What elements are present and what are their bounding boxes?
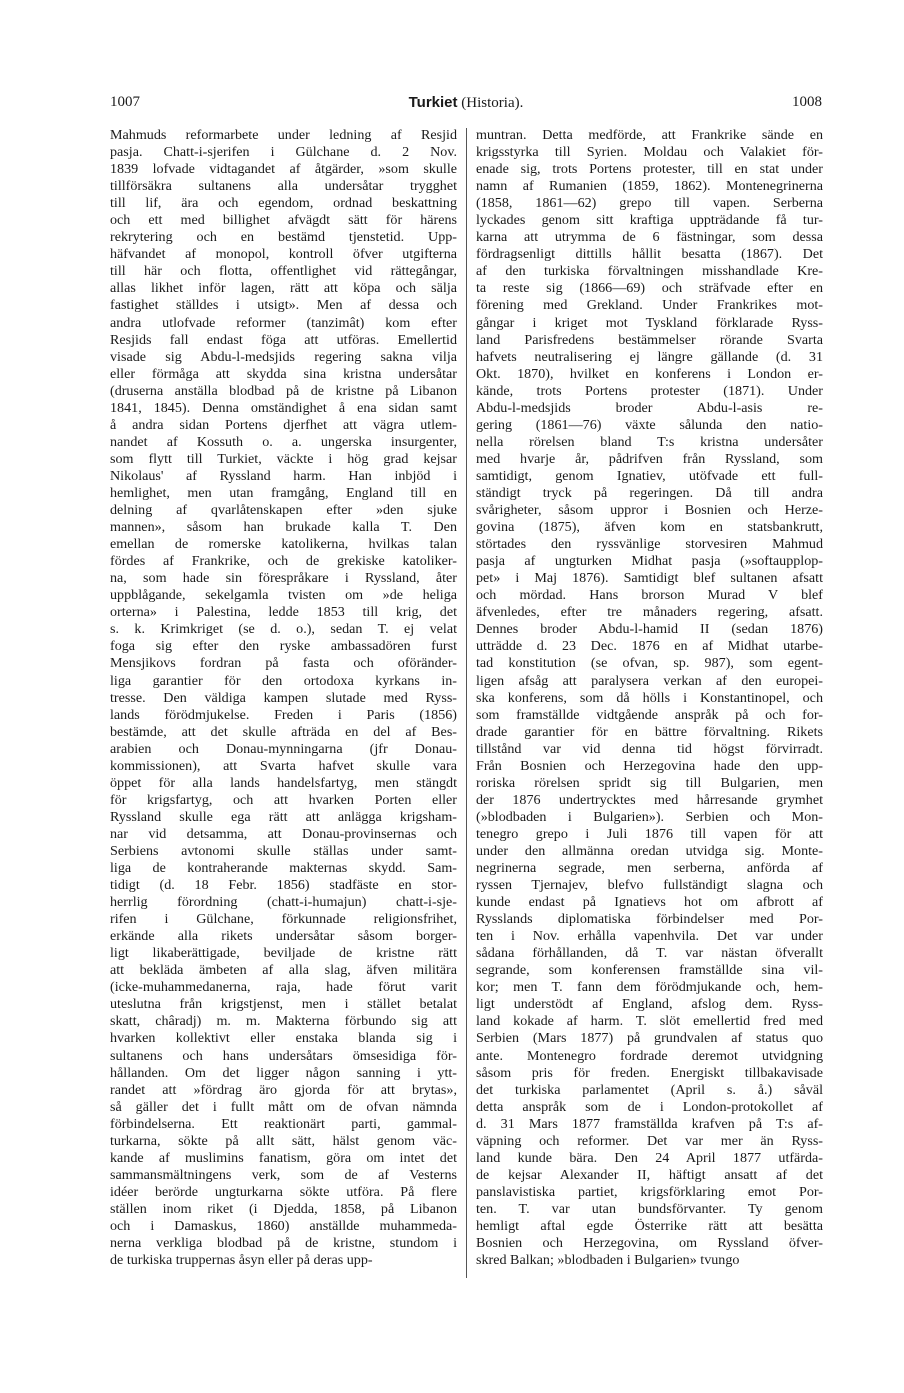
text-line: roriska rörelsen spridt sig till Bulgarien, men [476,774,823,791]
text-line: rifen i Gülchane, förkunnade religionsfrihet, [110,911,457,928]
text-line: foga sig efter den ryske ambassadören furst [110,638,457,655]
text-line: som framställde vidtgående anspråk på och for- [476,706,823,723]
text-line: uteslutna från krigstjenst, men i stället betalat [110,996,457,1013]
text-line: under den allmänna oredan utvidga sig. Monte- [476,842,823,859]
text-line: som flytt till Turkiet, väckte i hög grad kejsar [110,450,457,467]
text-line: Abdu-l-medsjids broder Abdu-l-asis re- [476,399,823,416]
text-line: sådana förhållanden, då T. var nästan öfverallt [476,945,823,962]
text-line: hvarken kollektivt eller enstaka blanda sig i [110,1030,457,1047]
page-number-left: 1007 [110,94,140,110]
text-line: nandet af Kossuth o. a. ungerska insurgenter, [110,433,457,450]
text-line: enade sig, trots Portens protester, till en stat under [476,161,823,178]
text-line: sultanens och hans undersåtars ömsesidiga för- [110,1047,457,1064]
text-line: emellan de romerske katolikerna, hvilkas talan [110,536,457,553]
text-line: land kunde bära. Den 24 April 1877 utfärda- [476,1149,823,1166]
text-line: gering (1861—76) växte sålunda den natio- [476,416,823,433]
page-header [110,94,822,116]
text-line: ligt understödt af England, afslog dem. Ryss- [476,996,823,1013]
text-line: pasja af ungturken Midhat pasja (»softaupplop- [476,553,823,570]
text-line: hållanden. Om det ligger någon sanning i ytt- [110,1064,457,1081]
running-title-keyword: Turkiet [408,94,458,111]
text-line: Ryssland skulle ega rätt att anlägga krigsham- [110,808,457,825]
text-line: idéer berörde ungturkarna sökte utföra. På flere [110,1183,457,1200]
text-line: kommissionen), att Svarta hafvet skulle vara [110,757,457,774]
text-line: såsom pris för freden. Energiskt tillbakavisade [476,1064,823,1081]
text-line: negrinerna segrade, men serberna, anförda af [476,860,823,877]
text-line: uppblågande, sekelgamla tvisten om »de heliga [110,587,457,604]
text-line: tenegro grepo i Juli 1876 till vapen för att [476,825,823,842]
text-line: lands förödmjukelse. Freden i Paris (1856) [110,706,457,723]
text-line: delning af qvarlåtenskapen efter »den sjuke [110,502,457,519]
text-line: s. k. Krimkriget (se d. o.), sedan T. ej velat [110,621,457,638]
text-line: Från Bosnien och Herzegovina hade den upp- [476,757,823,774]
text-line: bestämde, att det skulle afträda en del af Bes- [110,723,457,740]
text-line: utträdde d. 23 Dec. 1876 en af Midhat utarbe- [476,638,823,655]
text-line: ten. T. var utan bundsförvanter. Ty genom [476,1200,823,1217]
text-line: erkände alla rikets undersåtar såsom borger- [110,928,457,945]
text-line: de turkiska truppernas åsyn eller på deras upp- [110,1252,373,1269]
text-line: Dennes broder Abdu-l-hamid II (sedan 1876) [476,621,823,638]
text-line: ryssen Tjernajev, blefvo fullständigt slagna och [476,877,823,894]
text-line: herrlig förordning (chatt-i-humajun) chatt-i-sje- [110,894,457,911]
text-line: (1858, 1861—62) grepo till vapen. Serberna [476,195,823,212]
text-line: liga garantier för den ortodoxa kyrkans in- [110,672,457,689]
text-line: randet att »fördrag äro gjorda för att brytas», [110,1081,457,1098]
text-line: visade sig Abdu-l-medsjids regering sakna vilja [110,348,457,365]
text-line: (druserna anställa blodbad på de kristne på Libanon [110,382,457,399]
text-line: pasja. Chatt-i-sjerifen i Gülchane d. 2 Nov. [110,144,457,161]
text-line: ten i Nov. erhålla vapenhvila. Det var under [476,928,823,945]
text-line: häfvandet af monopol, kontroll öfver utgifterna [110,246,457,263]
text-line: fastighet ställdes i utsigt». Men af dessa och [110,297,457,314]
text-line: ligt likaberättigade, beviljade de kristne rätt [110,945,457,962]
text-line: hafvets neutralisering ej längre gällande (d. 31 [476,348,823,365]
left-text-column [110,127,457,1269]
text-line: d. 31 Mars 1877 framställda krafven på T:s af- [476,1115,823,1132]
text-line: kunde endast på Ignatievs hot om afbrott af [476,894,823,911]
text-line: tidigt (d. 18 Febr. 1856) stadfäste en stor- [110,877,457,894]
text-line: till här och flotta, offentlighet vid rättegångar, [110,263,457,280]
text-line: 1841, 1845). Denna omständighet å ena sidan samt [110,399,457,416]
text-line: tillförsäkra sultanens alla undersåtar trygghet [110,178,457,195]
text-line: orterna» i Palestina, ledde 1853 till krig, det [110,604,457,621]
text-line: störtades den ryssvänlige storvesiren Mahmud [476,536,823,553]
text-line: svårigheter, såsom uppror i Bosnien och Herze- [476,502,823,519]
column-divider [466,128,467,1278]
text-line: rekrytering och en bestämd tjenstetid. Upp- [110,229,457,246]
running-title [110,94,822,112]
text-line: skred Balkan; »blodbaden i Bulgarien» tvungo [476,1252,740,1269]
text-line: pet» i Maj 1876). Samtidigt blef sultanen afsatt [476,570,823,587]
text-line: (icke-muhammedanerna, raja, hade förut varit [110,979,457,996]
text-line: Rysslands diplomatiska förbindelser med Por- [476,911,823,928]
text-line: karna att utrymma de 6 fästningar, som dessa [476,229,823,246]
text-line: 1839 lofvade vidtagandet af åtgärder, »som skulle [110,161,457,178]
text-line: så gäller det i fullt mått om de ofvan nämnda [110,1098,457,1115]
text-line: liga de kontraherande makternas skydd. Sam- [110,860,457,877]
text-line: nerna verkliga blodbad på de kristne, stundom i [110,1235,457,1252]
text-line: kände, trots Portens protester (1871). Under [476,382,823,399]
text-line: panslavistiska partiet, krigsförklaring emot Por- [476,1183,823,1200]
text-line: hemlighet, men utan framgång, England till en [110,484,457,501]
text-line: å andra sidan Portens djerfhet att vägra utlem- [110,416,457,433]
text-line: de kejsar Alexander II, häftigt ansatt af det [476,1166,823,1183]
text-line: Mensjikovs fordran på fasta och oföränder- [110,655,457,672]
text-line: kande af muslimins fanatism, göra om intet det [110,1149,457,1166]
page-number-right: 1008 [792,94,822,110]
text-line: äfvenledes, efter tre månaders regering, afsatt. [476,604,823,621]
text-line: ställen inom riket (i Djedda, 1858, på Libanon [110,1200,457,1217]
text-line: govina (1875), äfven kom en statsbankrutt, [476,519,823,536]
text-line: fördes af Frankrike, och de grekiske katoliker- [110,553,457,570]
text-line: mannen», såsom han brukade kalla T. Den [110,519,457,536]
text-line: till lif, ära och egendom, ordnad beskattning [110,195,457,212]
text-line: förening med Grekland. Under Frankrikes mot- [476,297,823,314]
running-title-rest: (Historia). [457,95,524,111]
text-line: ska konferens, som då hölls i Konstantinopel, och [476,689,823,706]
text-line: och mördad. Hans brorson Murad V blef [476,587,823,604]
text-line: eller förmåga att skydda sina kristna undersåtar [110,365,457,382]
text-line: detta anspråk som de i London-protokollet af [476,1098,823,1115]
text-line: der 1876 undertrycktes med hårresande grymhet [476,791,823,808]
text-line: turkarna, sökte på allt sätt, hälst genom väc- [110,1132,457,1149]
text-line: krigsstyrka till Syrien. Moldau och Valakiet för- [476,144,823,161]
text-line: väpning och reformer. Det var mer än Ryss- [476,1132,823,1149]
text-line: kor; men T. fann dem förödmjukande och, hem- [476,979,823,996]
text-line: af den turkiska förvaltningen misshandlade Kre- [476,263,823,280]
text-line: nella rörelsen bland T:s kristna undersåter [476,433,823,450]
text-line: segrande, som konferensen framställde sina vil- [476,962,823,979]
text-line: hemligt aftal egde Österrike rätt att besätta [476,1218,823,1234]
text-line: lyckades genom sitt kraftiga uppträdande få tur- [476,212,823,229]
text-line: fördragsenligt dittills hållit besatta (1867). Det [476,246,823,263]
text-line: ta reste sig (1866—69) och sträfvade efter en [476,280,823,297]
text-line: förbindelserna. Ett reaktionärt parti, gammal- [110,1115,457,1132]
text-line: nar vid detsamma, att Donau-provinsernas och [110,825,457,842]
text-line: Resjids fall endast föga att utföras. Emellertid [110,331,457,348]
text-line: arabien och Donau-mynningarna (jfr Donau- [110,740,457,757]
text-line: namn af Rumanien (1859, 1862). Montenegrinerna [476,178,823,195]
text-line: (»blodbaden i Bulgarien»). Serbien och Mon- [476,808,823,825]
text-line: ständigt tryck på regeringen. Då till andra [476,484,823,501]
text-line: Okt. 1870), hvilket en konferens i London er- [476,365,823,382]
text-line: Serbiens avtonomi skulle ställas under samt- [110,842,457,859]
text-line: gångar i kriget mot Tyskland förklarade Ryss- [476,314,823,331]
text-line: sammansmältningens verk, som de af Vesterns [110,1166,457,1183]
text-line: Serbien (Mars 1877) på grundvalen af status quo [476,1030,823,1047]
text-line: skatt, châradj) m. m. Makterna förbundo sig att [110,1013,457,1030]
text-line: tresse. Den väldiga kampen slutade med Ryss- [110,689,457,706]
text-line: Bosnien och Herzegovina, om Ryssland öfver- [476,1235,823,1252]
text-line: tad konstitution (se ofvan, sp. 987), som egent- [476,655,823,672]
text-line: att bekläda ämbeten af alla slag, äfven militära [110,962,457,979]
text-line: och ett med billighet afvägdt sätt för härens [110,212,457,229]
text-line: och i Damaskus, 1860) anställde muhammeda- [110,1218,457,1234]
text-line: det turkiska parlamentet (April s. å.) såväl [476,1081,823,1098]
text-line: ligen afsåg att paralysera verkan af den europei- [476,672,823,689]
text-line: muntran. Detta medförde, att Frankrike sände en [476,127,823,143]
text-line: öppet för alla lands handelsfartyg, men stängdt [110,774,457,791]
text-line: samtidigt, genom Ignatiev, utöfvade ett full- [476,467,823,484]
text-line: med hvarje år, pådrifven från Ryssland, som [476,450,823,467]
right-text-column [476,127,823,1269]
text-line: na, som hade sin förespråkare i Ryssland, åter [110,570,457,587]
text-line: ante. Montenegro fordrade deremot utvidgning [476,1047,823,1064]
text-line: drade garantier för en bättre förvaltning. Rikets [476,723,823,740]
text-line: land Parisfredens bestämmelser rörande Svarta [476,331,823,348]
text-line: tillstånd var vid denna tid högst förvirradt. [476,740,823,757]
text-line: andra utlofvade reformer (tanzimât) kom efter [110,314,457,331]
text-line: land kokade af harm. T. slöt emellertid fred med [476,1013,823,1030]
text-line: Nikolaus' af Ryssland harm. Han inbjöd i [110,467,457,484]
text-line: allas likhet inför lagen, rätt att köpa och sälja [110,280,457,297]
text-line: Mahmuds reformarbete under ledning af Resjid [110,127,457,143]
text-line: för krigsfartyg, och att hvarken Porten eller [110,791,457,808]
